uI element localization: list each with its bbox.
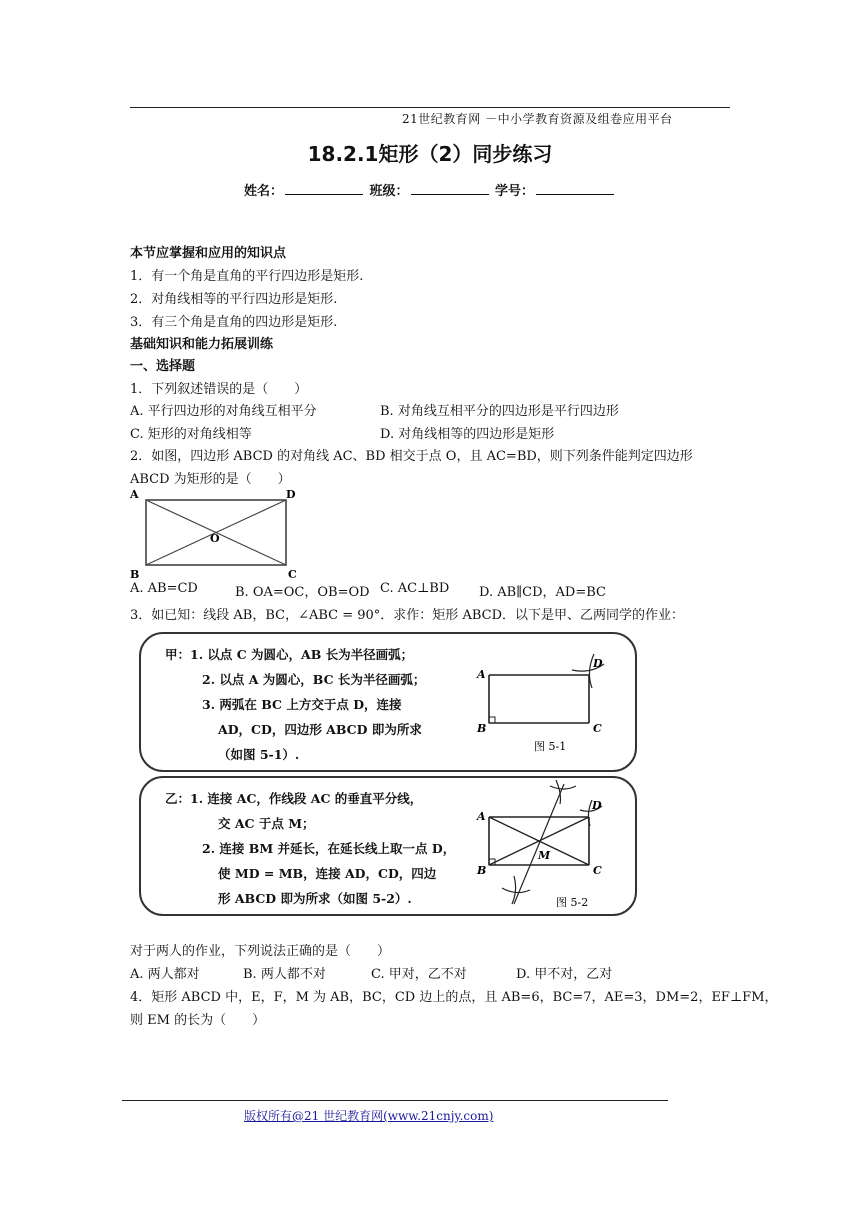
svg-text:D: D: [593, 657, 603, 670]
student-info-row: [0, 180, 860, 199]
yi-line: 使 MD = MB，连接 AD，CD，四边: [218, 866, 437, 881]
q3-option-a: A. 两人都对: [130, 967, 200, 982]
q1-option-b: B. 对角线互相平分的四边形是平行四边形: [380, 404, 619, 419]
q2-option-c: C. AC⊥BD: [380, 581, 450, 596]
jia-line: 3. 两弧在 BC 上方交于点 D，连接: [202, 697, 402, 712]
number-label: 学号：: [495, 184, 535, 199]
q1-option-a: A. 平行四边形的对角线互相平分: [130, 404, 317, 419]
knowledge-heading: 本节应掌握和应用的知识点: [130, 246, 287, 261]
site-header: 21世纪教育网 －中小学教育资源及组卷应用平台: [402, 112, 673, 126]
perpendicular-bisector: [514, 784, 564, 904]
label-o: O: [210, 532, 220, 545]
knowledge-item: 3．有三个角是直角的四边形是矩形.: [130, 315, 338, 330]
svg-text:C: C: [593, 864, 602, 877]
jia-line: 2. 以点 A 为圆心，BC 长为半径画弧；: [202, 672, 426, 687]
label-d: D: [286, 488, 296, 501]
question-4-stem-cont: 则 EM 的长为（ ）: [130, 1013, 266, 1028]
header-rule: [130, 107, 730, 108]
figure-5-2-caption: 图 5-2: [556, 896, 589, 909]
question-1-stem: 1．下列叙述错误的是（ ）: [130, 382, 308, 397]
knowledge-item: 1．有一个角是直角的平行四边形是矩形.: [130, 269, 364, 284]
svg-text:D: D: [592, 799, 602, 812]
svg-text:A: A: [477, 810, 486, 823]
copyright-link[interactable]: 版权所有@21 世纪教育网(www.21cnjy.com): [244, 1109, 494, 1123]
jia-line: AD，CD，四边形 ABCD 即为所求: [218, 722, 422, 737]
rectangle-figure-q2: [128, 486, 308, 582]
question-2-stem: 2．如图，四边形 ABCD 的对角线 AC、BD 相交于点 O，且 AC=BD，则下列条件能判定四边形: [130, 449, 693, 464]
figure-5-1-caption: 图 5-1: [534, 740, 567, 753]
yi-line: 交 AC 于点 M；: [218, 816, 315, 831]
question-3-stem: 3．如已知：线段 AB，BC，∠ABC = 90°．求作：矩形 ABCD．以下是甲、乙两同学的作业：: [130, 608, 684, 623]
training-heading: 基础知识和能力拓展训练: [130, 337, 274, 352]
section-heading: 一、选择题: [130, 359, 196, 374]
jia-line: （如图 5-1）.: [218, 747, 300, 762]
knowledge-item: 2．对角线相等的平行四边形是矩形.: [130, 292, 338, 307]
svg-text:B: B: [477, 722, 487, 735]
label-b: B: [130, 568, 140, 581]
label-a: A: [130, 488, 139, 501]
q3-option-d: D. 甲不对，乙对: [516, 967, 613, 982]
q1-option-d: D. 对角线相等的四边形是矩形: [380, 427, 555, 442]
q2-option-b: B. OA=OC，OB=OD: [235, 585, 370, 600]
q2-option-a: A. AB=CD: [130, 581, 198, 596]
name-label: 姓名：: [243, 184, 283, 199]
number-blank: [536, 182, 614, 195]
question-4-stem: 4．矩形 ABCD 中，E，F，M 为 AB，BC，CD 边上的点，且 AB=6，BC=7，AE=3，DM=2，EF⊥FM，: [130, 990, 778, 1005]
label-c: C: [288, 568, 297, 581]
svg-text:C: C: [593, 722, 602, 735]
svg-text:B: B: [477, 864, 487, 877]
right-angle-mark: [489, 717, 495, 723]
question-2-stem-cont: ABCD 为矩形的是（ ）: [130, 472, 291, 487]
q3-option-c: C. 甲对，乙不对: [371, 967, 467, 982]
q1-option-c: C. 矩形的对角线相等: [130, 427, 252, 442]
yi-line: 2. 连接 BM 并延长，在延长线上取一点 D，: [202, 841, 456, 856]
name-blank: [285, 182, 363, 195]
q2-option-d: D. AB∥CD，AD=BC: [479, 585, 606, 600]
jia-line: 甲：1. 以点 C 为圆心，AB 长为半径画弧；: [165, 647, 414, 662]
page-title: 18.2.1矩形（2）同步练习: [307, 142, 553, 166]
class-label: 班级：: [369, 184, 409, 199]
figure-5-2: [472, 780, 612, 910]
label-m: M: [538, 849, 551, 862]
figure-5-1: [472, 648, 612, 766]
footer-rule: [122, 1100, 668, 1101]
question-3-prompt: 对于两人的作业，下列说法正确的是（ ）: [130, 944, 391, 959]
class-blank: [411, 182, 489, 195]
svg-text:A: A: [477, 668, 486, 681]
q3-option-b: B. 两人都不对: [243, 967, 326, 982]
yi-line: 乙：1. 连接 AC，作线段 AC 的垂直平分线，: [165, 791, 423, 806]
yi-line: 形 ABCD 即为所求（如图 5-2）.: [218, 891, 412, 906]
